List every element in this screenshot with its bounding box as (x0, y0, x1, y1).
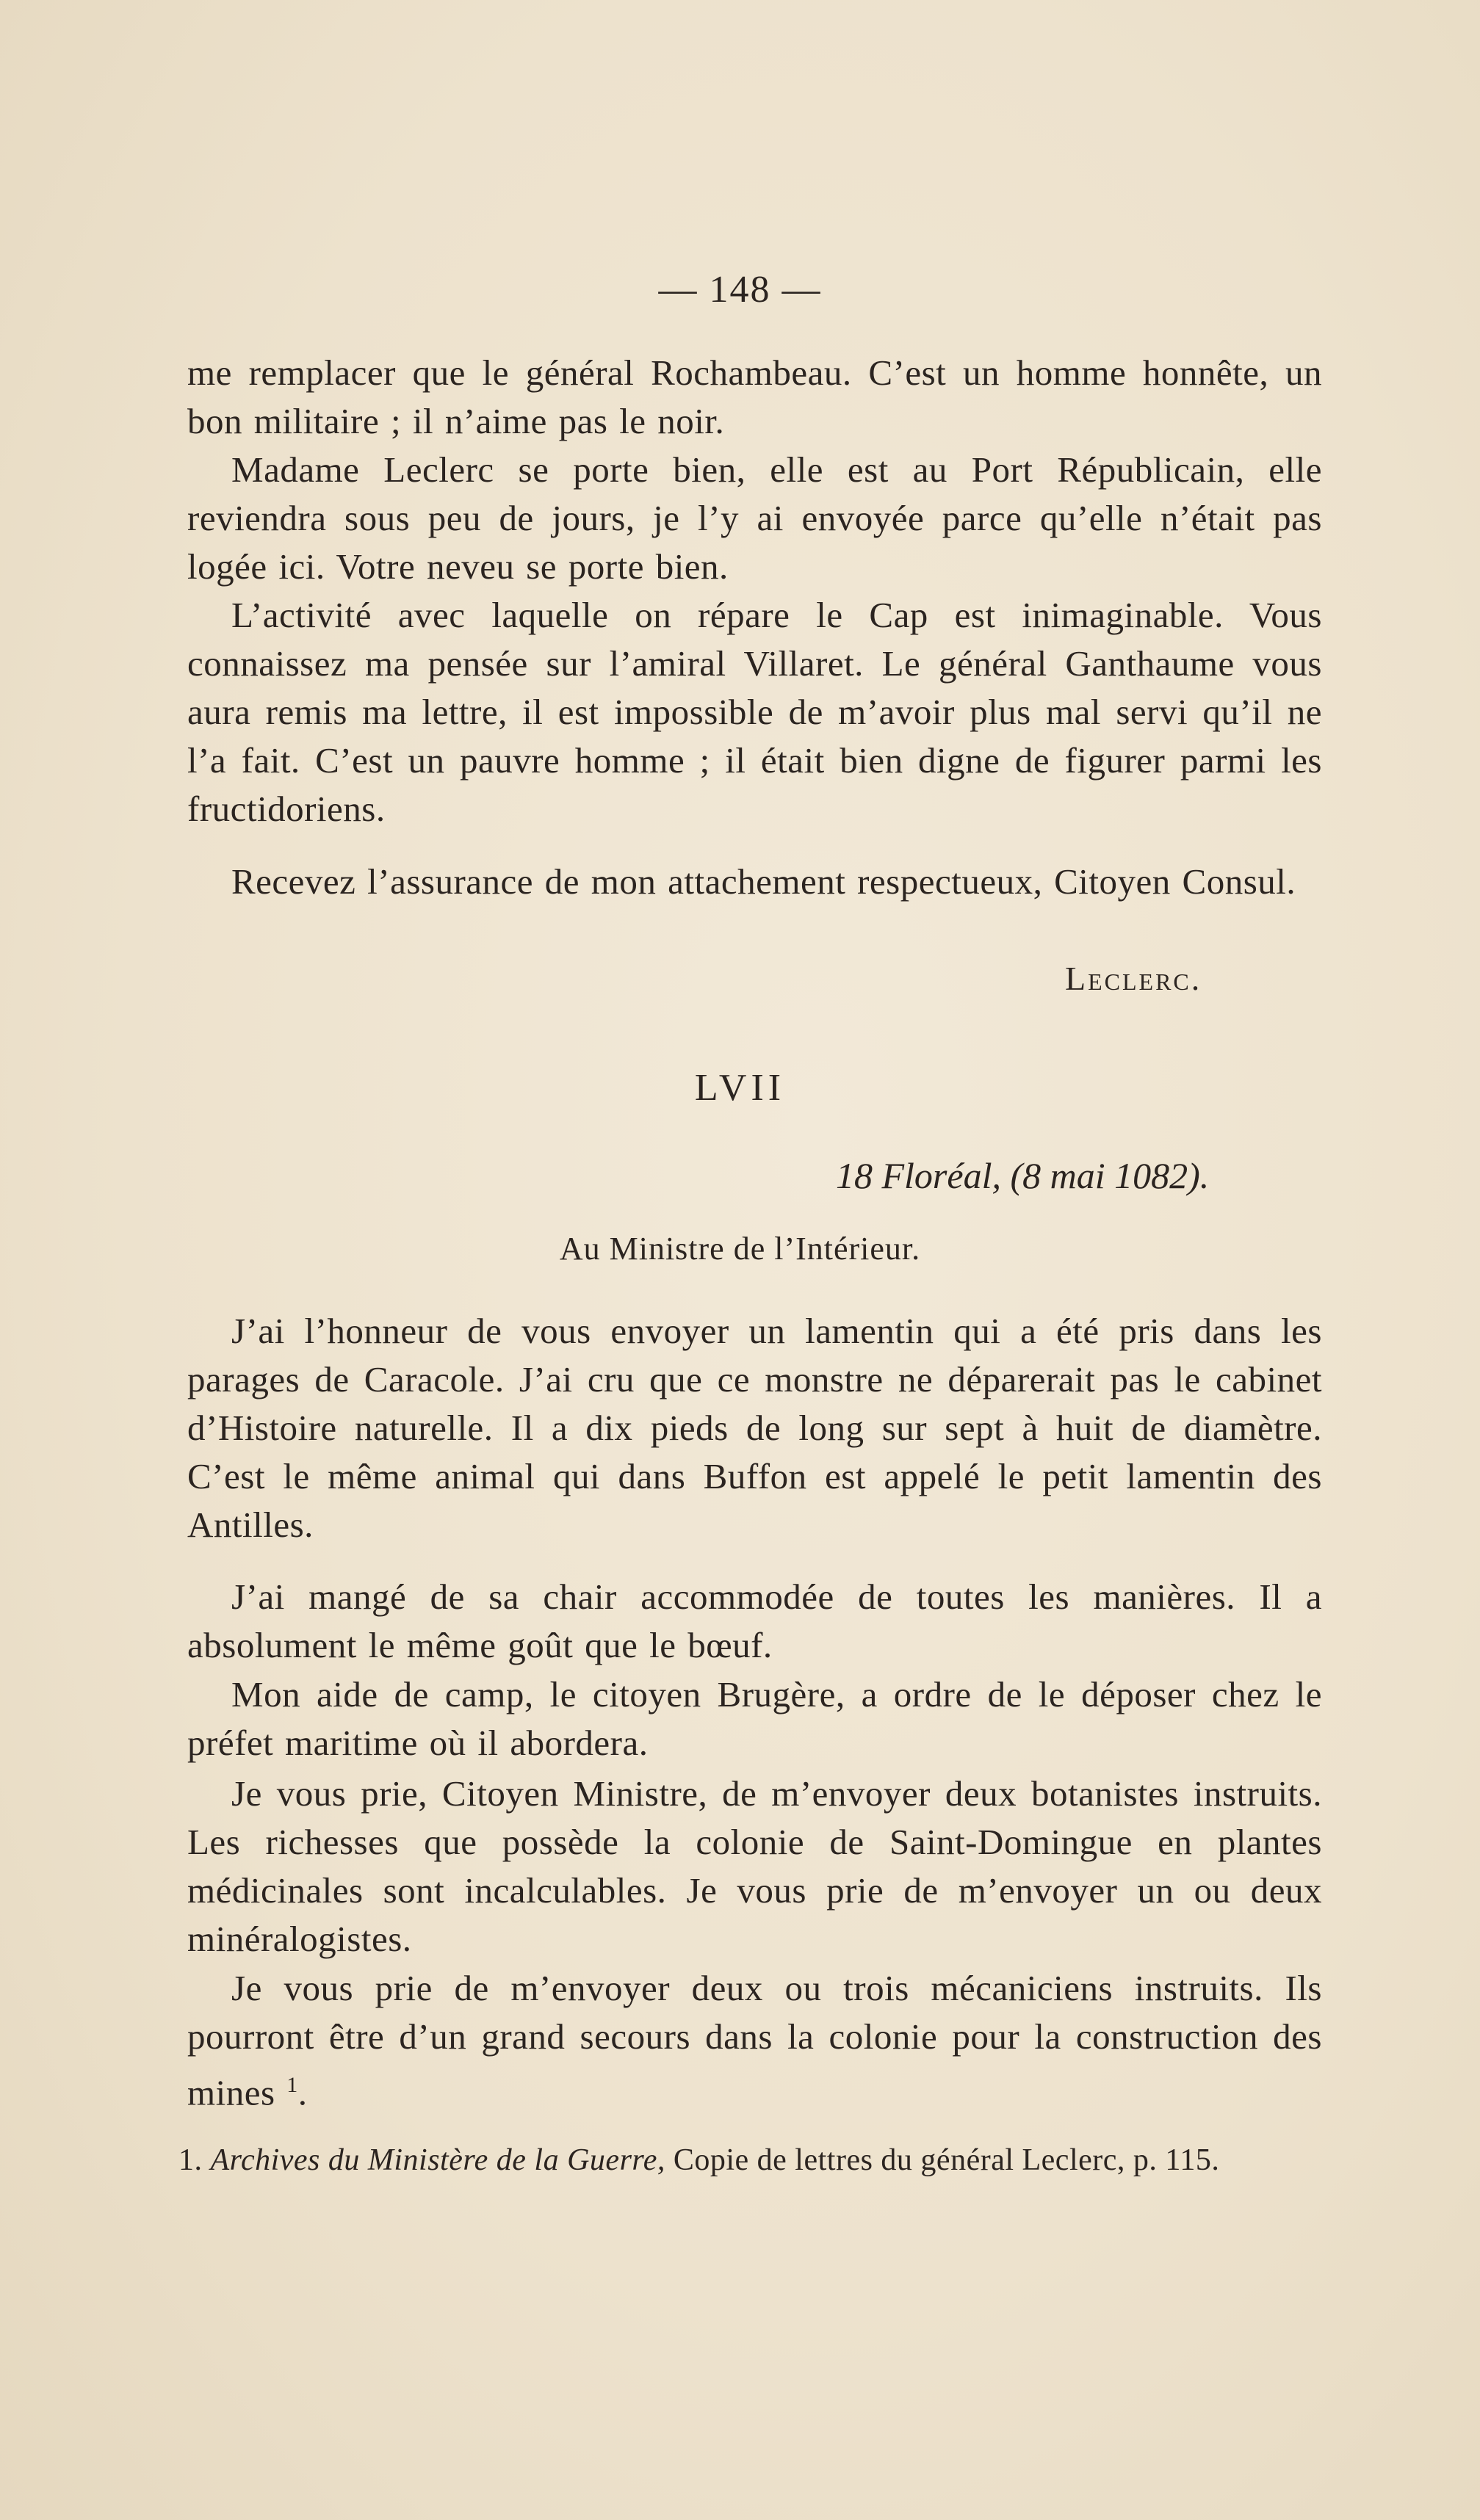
paragraph-mecaniciens: Je vous prie de m’envoyer deux ou trois mécaniciens instruits. Ils pourront être d’un grand secours dans la colonie pour la construction des mines $^1$. (187, 1968, 1322, 2113)
letter-recipient: Au Ministre de l’Intérieur. (559, 1231, 921, 1267)
page-number: — 148 — (658, 269, 822, 311)
paragraph-lamentin: J’ai l’honneur de vous envoyer un lamentin qui a été pris dans les parages de Caracole. J’ai cru que ce monstre ne déparerait pas le cabinet d’Histoire naturelle. Il a dix pieds de long sur sept à huit de diamètre. C’est le même animal qui dans Buffon est appelé le petit lamentin des Antilles. (187, 1311, 1322, 1545)
paragraph-aide-de-camp: Mon aide de camp, le citoyen Brugère, a ordre de le déposer chez le préfet maritime où il abordera. (187, 1674, 1322, 1763)
letter-date: 18 Floréal, (8 mai 1082). (836, 1155, 1210, 1196)
paragraph-botanistes: Je vous prie, Citoyen Ministre, de m’envoyer deux botanistes instruits. Les richesses que possède la colonie de Saint-Domingue en plantes médicinales sont incalculables. Je vous prie de m’envoyer un ou deux minéralogistes. (187, 1773, 1322, 1959)
footnote-text: Copie de lettres du général Leclerc, p. 115. (673, 2143, 1220, 2177)
footnote-marker: 1 (286, 2073, 298, 2097)
footnote-source-title: Archives du Ministère de la Guerre, (210, 2143, 665, 2177)
signature-leclerc: Leclerc. (1065, 960, 1202, 997)
footnote (178, 2140, 1321, 2180)
paragraph-closing: Recevez l’assurance de mon attachement respectueux, Citoyen Consul. (231, 861, 1296, 902)
letter-number-heading: LVII (694, 1067, 786, 1109)
paragraph-mecaniciens-text: Je vous prie de m’envoyer deux ou trois mécaniciens instruits. Ils pourront être d’un grand secours dans la colonie pour la construction des mines (187, 1968, 1322, 2113)
footnote-number: 1. (178, 2143, 203, 2177)
paragraph-activite: L’activité avec laquelle on répare le Cap est inimaginable. Vous connaissez ma pensée sur l’amiral Villaret. Le général Ganthaume vous aura remis ma lettre, il est impossible de m’avoir plus mal servi qu’il ne l’a fait. C’est un pauvre homme ; il était bien digne de figurer parmi les fructidoriens. (187, 595, 1322, 829)
paragraph-chair: J’ai mangé de sa chair accommodée de toutes les manières. Il a absolument le même goût que le bœuf. (187, 1576, 1322, 1665)
paragraph-madame-leclerc: Madame Leclerc se porte bien, elle est au Port Républicain, elle reviendra sous peu de jours, je l’y ai envoyée parce qu’elle n’était pas logée ici. Votre neveu se porte bien. (187, 449, 1322, 587)
paragraph-continuation: me remplacer que le général Rochambeau. C’est un homme honnête, un bon militaire ; il n’aime pas le noir. (187, 352, 1322, 441)
